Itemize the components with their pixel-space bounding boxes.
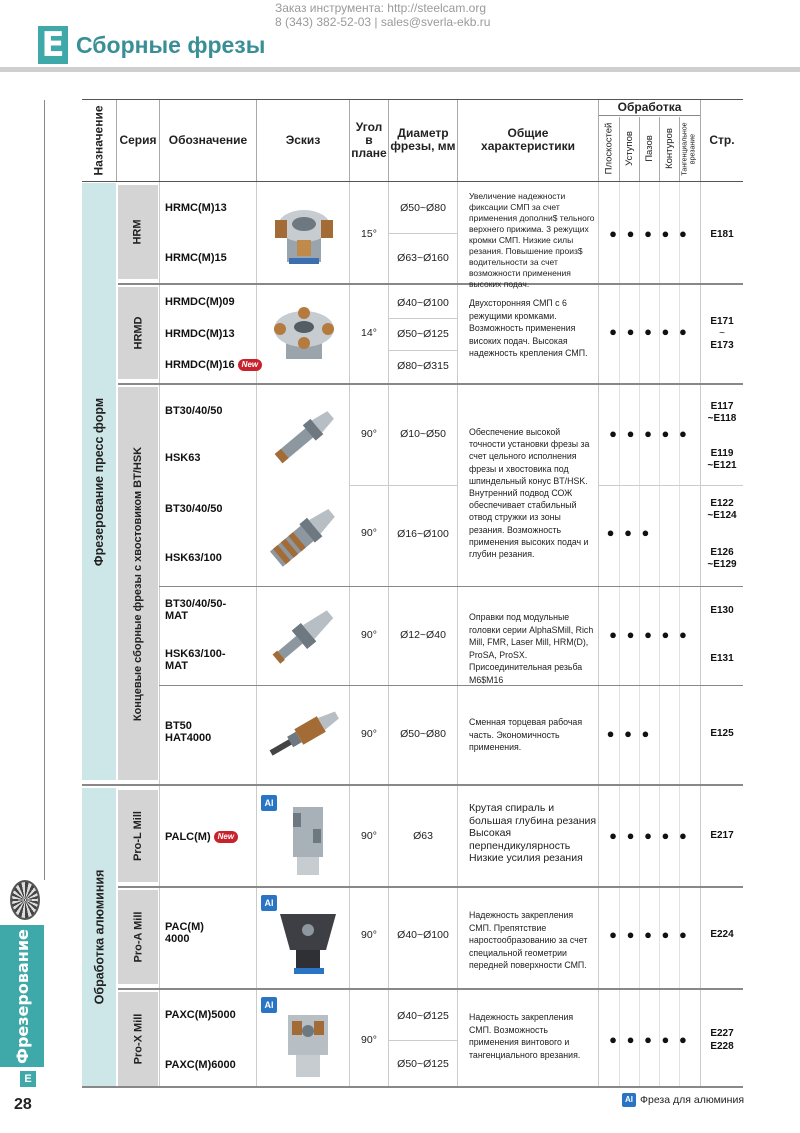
- bt-sketch-image-1: [262, 396, 346, 476]
- header-page: Стр.: [709, 132, 735, 147]
- body-col-rule: [159, 182, 160, 1087]
- hrm-page-ref[interactable]: E181: [710, 229, 734, 240]
- col-rule: [598, 100, 599, 181]
- hrmd-diameter-2: Ø50~Ø125: [397, 328, 449, 340]
- header-machining: Обработка: [599, 100, 700, 116]
- aluminium-badge: Al: [261, 795, 277, 811]
- prol-description: Крутая спираль и большая глубина резания Высокая перпендикулярность Низкие усилия резания: [469, 802, 597, 864]
- prol-angle: 90°: [361, 830, 377, 842]
- designation-hsk63: HSK63: [165, 452, 201, 464]
- row-separator: [388, 1040, 458, 1041]
- proa-machining-marks: ● ● ● ● ●: [609, 927, 690, 942]
- table-bottom-rule: [82, 1086, 743, 1088]
- section-letter: E: [38, 26, 68, 64]
- footer-legend-text: Фреза для алюминия: [640, 1094, 745, 1106]
- header-sketch: Эскиз: [285, 132, 321, 147]
- bt-sketch-image-2: [262, 494, 346, 578]
- proa-diameter: Ø40~Ø100: [397, 929, 449, 941]
- contact-line-2: 8 (343) 382-52-03 | sales@sverla-ekb.ru: [275, 15, 491, 29]
- bt-angle-2: 90°: [361, 527, 377, 539]
- header-characteristics: Общие характеристики: [481, 126, 575, 153]
- aluminium-badge: Al: [261, 895, 277, 911]
- new-badge: New: [214, 831, 238, 843]
- prox-sketch-image: [270, 1004, 346, 1084]
- contact-info: [275, 1, 575, 29]
- group-separator: [118, 283, 743, 285]
- milling-cutter-icon: [10, 880, 40, 920]
- designation-hsk-mat: HSK63/100- MAT: [165, 648, 226, 672]
- hrmd-sketch-image: [262, 292, 346, 372]
- prox-diameter-1: Ø40~Ø125: [397, 1010, 449, 1022]
- hrm-angle: 15°: [361, 228, 377, 240]
- header-machining-shoulder: Уступов: [623, 131, 635, 166]
- designation-bt-2: BT30/40/50: [165, 503, 223, 515]
- mat-diameter: Ø12~Ø40: [400, 629, 446, 641]
- row-separator: [388, 350, 458, 351]
- hrmd-page-ref-1[interactable]: E171: [710, 316, 734, 327]
- bt-page-ref-4[interactable]: E126 ~E129: [707, 547, 737, 570]
- group-separator: [118, 383, 743, 385]
- col-rule: [256, 100, 257, 181]
- band-mold-milling: Фрезерование пресс форм: [82, 183, 116, 780]
- bt-page-ref-1[interactable]: E117 ~E118: [707, 401, 737, 424]
- hat-page-ref[interactable]: E125: [710, 728, 734, 739]
- hat-diameter: Ø50~Ø80: [400, 728, 446, 740]
- header-series: Серия: [119, 132, 157, 147]
- header-purpose: Назначение: [91, 104, 106, 176]
- header-machining-contour: Контуров: [663, 128, 675, 169]
- bt-page-ref-3[interactable]: E122 ~E124: [707, 498, 737, 521]
- new-badge: New: [238, 359, 262, 371]
- hrmd-description: Двухсторонняя СМП с 6 режущими кромками. Возможность применения високих подач. Высокая надежность крепления СМП.: [469, 298, 588, 358]
- hat-angle: 90°: [361, 728, 377, 740]
- group-separator: [118, 886, 743, 888]
- series-pro-a: Pro-A Mill: [118, 890, 158, 984]
- group-separator: [82, 784, 743, 786]
- side-section-letter: E: [20, 1071, 36, 1087]
- bt-machining-marks-1: ● ● ● ● ●: [609, 426, 690, 441]
- bt-angle-1: 90°: [361, 428, 377, 440]
- designation-paxc5000: PAXC(M)5000: [165, 1009, 236, 1021]
- page-number: 28: [14, 1096, 32, 1113]
- hrmd-diameter-3: Ø80~Ø315: [397, 360, 449, 372]
- body-col-rule: [256, 182, 257, 1087]
- mat-angle: 90°: [361, 629, 377, 641]
- header-diameter: Диаметр фрезы, мм: [390, 126, 456, 153]
- hat-description: Сменная торцевая рабочая часть. Экономичность применения.: [469, 717, 583, 752]
- row-separator: [388, 233, 458, 234]
- bt-diameter-2: Ø16~Ø100: [397, 528, 449, 540]
- hrm-diameter-1: Ø50~Ø80: [400, 202, 446, 214]
- designation-bt-mat: BT30/40/50- MAT: [165, 598, 227, 622]
- bt-description: Обеспечение высокой точности установки фрезы за счет цельного исполнения фрезы и хвостовика под шпиндельный конус BT/HSK. Внутренний подвод СОЖ обеспечивает стабильный отвод стружки из зоны резания. Возможность применения высоких подач и глубин резания.: [469, 427, 590, 560]
- prox-machining-marks: ● ● ● ● ●: [609, 1032, 690, 1047]
- group-separator: [118, 988, 743, 990]
- prol-sketch-image: [270, 800, 346, 880]
- proa-description: Надежность закрепления СМП. Препятствие наростообразованию за счет специальной геометрии передней поверхности СМП.: [469, 910, 588, 970]
- side-tab-label: Фрезерование: [12, 928, 32, 1064]
- prox-page-ref-2[interactable]: E228: [710, 1041, 734, 1052]
- col-rule: [349, 100, 350, 181]
- mat-machining-marks: ● ● ● ● ●: [609, 627, 690, 642]
- row-separator: [159, 685, 743, 686]
- hrmd-page-ref-sep: ~: [719, 328, 725, 339]
- hrm-machining-marks: ● ● ● ● ●: [609, 226, 690, 241]
- aluminium-badge: Al: [261, 997, 277, 1013]
- prox-page-ref-1[interactable]: E227: [710, 1028, 734, 1039]
- header-machining-slot: Пазов: [643, 135, 655, 162]
- designation-pac-4000: PAC(M) 4000: [165, 921, 204, 945]
- col-rule: [388, 100, 389, 181]
- designation-hrmdc16: HRMDC(M)16 New: [165, 359, 262, 371]
- hat-sketch-image: [262, 692, 346, 776]
- col-rule: [639, 117, 640, 181]
- designation-bt-1: BT30/40/50: [165, 405, 223, 417]
- designation-bt50-hat4000: BT50 HAT4000: [165, 720, 212, 744]
- aluminium-badge: Al: [622, 1093, 636, 1107]
- footer-legend: [622, 1093, 744, 1107]
- series-hrmd: HRMD: [118, 287, 158, 379]
- row-separator: [349, 485, 458, 486]
- table-header-rule: [82, 181, 743, 182]
- contact-line-1: Заказ инструмента: http://steelcam.org: [275, 1, 487, 15]
- mat-sketch-image: [262, 594, 346, 678]
- designation-hsk63-100: HSK63/100: [165, 552, 222, 564]
- col-rule: [700, 100, 701, 181]
- hrm-sketch-image: [262, 192, 346, 272]
- col-rule: [116, 100, 117, 181]
- hrmd-diameter-1: Ø40~Ø100: [397, 297, 449, 309]
- header-designation: Обозначение: [168, 132, 248, 147]
- mat-page-ref-1[interactable]: E130: [710, 605, 734, 616]
- designation-paxc6000: PAXC(M)6000: [165, 1059, 236, 1071]
- designation-palc: PALC(M) New: [165, 831, 238, 843]
- designation-hrmc13: HRMC(M)13: [165, 202, 227, 214]
- prox-diameter-2: Ø50~Ø125: [397, 1058, 449, 1070]
- bt-page-ref-2[interactable]: E119 ~E121: [707, 448, 737, 471]
- header-machining-tangential: Тангенциальное врезание: [681, 121, 697, 176]
- designation-hrmc15: HRMC(M)15: [165, 252, 227, 264]
- series-hrm: HRM: [118, 185, 158, 279]
- proa-page-ref[interactable]: E224: [710, 929, 734, 940]
- proa-sketch-image: [270, 902, 346, 982]
- prox-angle: 90°: [361, 1034, 377, 1046]
- hrmd-machining-marks: ● ● ● ● ●: [609, 324, 690, 339]
- series-pro-l: Pro-L Mill: [118, 790, 158, 882]
- designation-hrmdc09: HRMDC(M)09: [165, 296, 235, 308]
- row-separator: [159, 586, 743, 587]
- hrmd-page-ref-2[interactable]: E173: [710, 340, 734, 351]
- prol-machining-marks: ● ● ● ● ●: [609, 828, 690, 843]
- header-machining-flat: Плоскостей: [603, 122, 615, 175]
- hrm-description: Увеличение надежности фиксации СМП за счет применения дополни$ тельного верхнего прижима. 3 режущих кромки СМП. Низкие силы резания. Повышение произ$ водительности за счет возможности применения высоких подач.: [469, 191, 595, 289]
- col-rule: [659, 117, 660, 181]
- bt-machining-marks-2: ● ● ●: [606, 525, 653, 540]
- series-pro-x: Pro-X Mill: [118, 992, 158, 1086]
- prox-description: Надежность закрепления СМП. Возможность применения винтового и тангенциального врезания.: [469, 1012, 581, 1060]
- mat-page-ref-2[interactable]: E131: [710, 653, 734, 664]
- proa-angle: 90°: [361, 929, 377, 941]
- mat-description: Оправки под модульные головки серии AlphaSMill, Rich Mill, FMR, Laser Mill, HRM(D), ProSA, ProSX. Присоединительная резьба M6$M16: [469, 612, 594, 685]
- col-rule: [619, 117, 620, 181]
- title-rule: [0, 67, 800, 72]
- header-angle: Угол в плане: [351, 119, 387, 160]
- designation-hrmdc13: HRMDC(M)13: [165, 328, 235, 340]
- hat-machining-marks: ● ● ●: [606, 726, 653, 741]
- hrm-diameter-2: Ø63~Ø160: [397, 252, 449, 264]
- bt-diameter-1: Ø10~Ø50: [400, 428, 446, 440]
- hrmd-angle: 14°: [361, 327, 377, 339]
- prol-diameter: Ø63: [413, 830, 433, 842]
- col-rule: [679, 117, 680, 181]
- row-separator: [598, 485, 743, 486]
- side-divider: [44, 100, 45, 880]
- prol-page-ref[interactable]: E217: [710, 830, 734, 841]
- col-rule: [159, 100, 160, 181]
- col-rule: [457, 100, 458, 181]
- page-title: Сборные фрезы: [76, 32, 266, 58]
- series-shank: Концевые сборные фрезы с хвостовиком BT/HSK: [118, 387, 158, 780]
- row-separator: [388, 318, 458, 319]
- band-aluminium: Обработка алюминия: [82, 788, 116, 1086]
